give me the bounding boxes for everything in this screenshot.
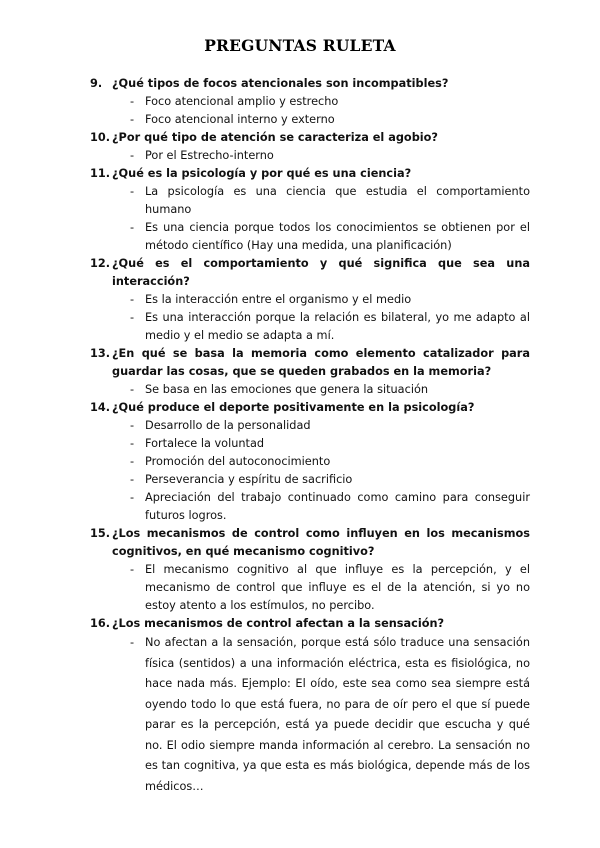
question-number: 16.	[90, 617, 111, 630]
answer-text: Apreciación del trabajo continuado como camino para conseguir futuros logros.	[145, 491, 530, 522]
answer-text: El mecanismo cognitivo al que influye es la percepción, y el mecanismo de control que influye es el de la atención, si yo no estoy atento a los estímulos, no percibo.	[145, 563, 530, 612]
question-number: 14.	[90, 401, 111, 414]
answer-item	[90, 435, 530, 453]
question-text: ¿Por qué tipo de atención se caracteriza el agobio?	[112, 131, 438, 144]
answer-text: La psicología es una ciencia que estudia el comportamiento humano	[145, 185, 530, 216]
question-text: ¿Los mecanismos de control afectan a la sensación?	[112, 617, 445, 630]
answer-text: Foco atencional amplio y estrecho	[145, 95, 339, 108]
question-text: ¿Qué es el comportamiento y qué significa que sea una interacción?	[112, 257, 530, 288]
dash-bullet: -	[130, 563, 135, 576]
answer-item	[90, 219, 530, 255]
answer-text: No afectan a la sensación, porque está sólo traduce una sensación física (sentidos) a una información eléctrica, esta es fisiológica, no hace nada más. Ejemplo: El oído, este sea como sea siempre está oyendo todo lo que está fuera, no para de oír pero el que sí puede parar es la percepción, está ya puede decidir que escucha y qué no. El odio siempre manda información al cerebro. La sensación no es tan cognitiva, ya que esta es más biológica, depende más de los médicos…	[145, 636, 530, 793]
question-number: 12.	[90, 257, 111, 270]
dash-bullet: -	[130, 149, 135, 162]
answer-item	[90, 633, 530, 797]
question-12	[90, 255, 530, 291]
dash-bullet: -	[130, 437, 135, 450]
question-number: 11.	[90, 167, 111, 180]
question-number: 15.	[90, 527, 111, 540]
answer-item	[90, 309, 530, 345]
question-text: ¿Qué produce el deporte positivamente en la psicología?	[112, 401, 475, 414]
dash-bullet: -	[130, 491, 135, 504]
question-15	[90, 525, 530, 561]
answer-item	[90, 489, 530, 525]
dash-bullet: -	[130, 95, 135, 108]
answer-text: Es una interacción porque la relación es bilateral, yo me adapto al medio y el medio se adapta a mí.	[145, 311, 530, 342]
question-text: ¿Qué tipos de focos atencionales son incompatibles?	[112, 77, 449, 90]
answer-text: Es la interacción entre el organismo y el medio	[145, 293, 412, 306]
answer-item	[90, 183, 530, 219]
dash-bullet: -	[130, 293, 135, 306]
answer-text: Se basa en las emociones que genera la situación	[145, 383, 429, 396]
dash-bullet: -	[130, 455, 135, 468]
question-text: ¿En qué se basa la memoria como elemento catalizador para guardar las cosas, que se queden grabados en la memoria?	[112, 347, 530, 378]
question-10	[90, 129, 530, 147]
dash-bullet: -	[130, 311, 135, 324]
answer-item	[90, 453, 530, 471]
dash-bullet: -	[130, 636, 135, 649]
page-title: PREGUNTAS RULETA	[204, 36, 396, 55]
answer-text: Promoción del autoconocimiento	[145, 455, 331, 468]
question-text: ¿Qué es la psicología y por qué es una ciencia?	[112, 167, 412, 180]
answer-item	[90, 471, 530, 489]
answer-text: Foco atencional interno y externo	[145, 113, 335, 126]
question-text: ¿Los mecanismos de control como influyen en los mecanismos cognitivos, en qué mecanismo cognitivo?	[112, 527, 530, 558]
dash-bullet: -	[130, 113, 135, 126]
answer-item	[90, 93, 530, 111]
dash-bullet: -	[130, 185, 135, 198]
answer-item	[90, 111, 530, 129]
question-16	[90, 615, 530, 633]
dash-bullet: -	[130, 383, 135, 396]
answer-item	[90, 147, 530, 165]
dash-bullet: -	[130, 221, 135, 234]
question-11	[90, 165, 530, 183]
question-number: 9.	[90, 77, 103, 90]
answer-item	[90, 561, 530, 615]
answer-item	[90, 417, 530, 435]
question-number: 10.	[90, 131, 111, 144]
question-14	[90, 399, 530, 417]
answer-text: Es una ciencia porque todos los conocimientos se obtienen por el método científico (Hay una medida, una planificación)	[145, 221, 530, 252]
question-9	[90, 75, 530, 93]
dash-bullet: -	[130, 419, 135, 432]
answer-item	[90, 381, 530, 399]
answer-text: Perseverancia y espíritu de sacrificio	[145, 473, 353, 486]
answer-text: Desarrollo de la personalidad	[145, 419, 311, 432]
answer-text: Por el Estrecho-interno	[145, 149, 274, 162]
question-number: 13.	[90, 347, 111, 360]
answer-text: Fortalece la voluntad	[145, 437, 265, 450]
question-13	[90, 345, 530, 381]
answer-item	[90, 291, 530, 309]
dash-bullet: -	[130, 473, 135, 486]
